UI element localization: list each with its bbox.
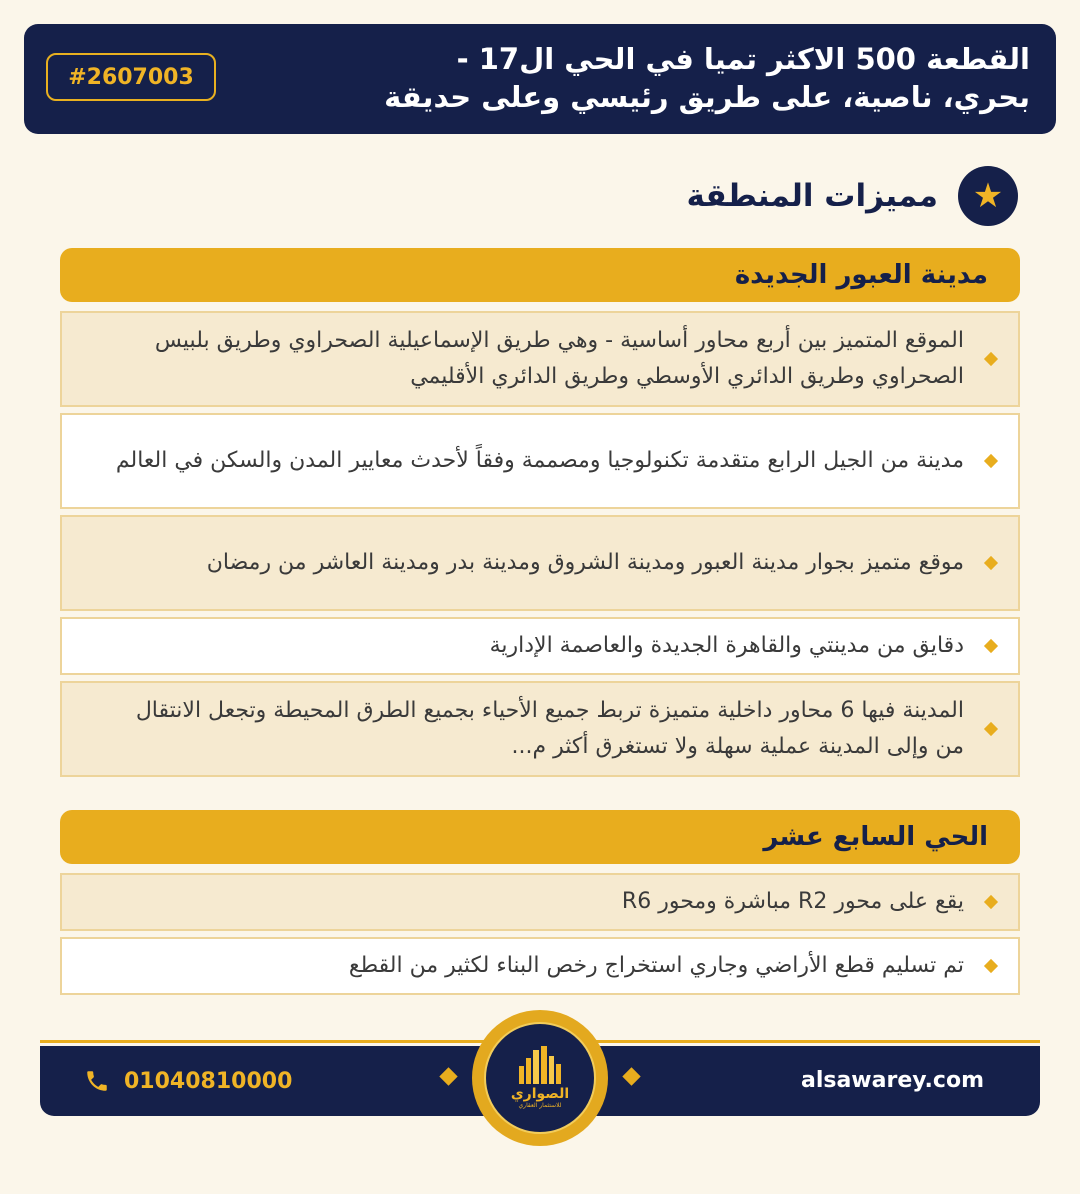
buildings-icon	[517, 1046, 563, 1084]
listing-header	[24, 24, 1056, 134]
list-item-text: المدينة فيها 6 محاور داخلية متميزة تربط جميع الأحياء بجميع الطرق المحيطة وتجعل الانتقال من وإلى المدينة عملية سهلة ولا تستغرق أكثر م...	[135, 698, 964, 759]
list-item-text: موقع متميز بجوار مدينة العبور ومدينة الشروق ومدينة بدر ومدينة العاشر من رمضان	[206, 550, 964, 575]
logo-name: الصواري	[510, 1086, 570, 1102]
listing-title	[250, 40, 1030, 116]
diamond-bullet-icon	[984, 639, 998, 653]
logo-tagline: للاستثمار العقاري	[518, 1102, 562, 1109]
list-item	[60, 311, 1020, 407]
title-line-1: القطعة 500 الاكثر تميا في الحي ال17 -	[456, 42, 1030, 76]
list-item	[60, 413, 1020, 509]
list-item-text: تم تسليم قطع الأراضي وجاري استخراج رخص البناء لكثير من القطع	[348, 953, 964, 978]
phone-number: 01040810000	[124, 1068, 293, 1094]
diamond-ornament-icon	[439, 1067, 457, 1085]
section-title: مميزات المنطقة	[686, 178, 938, 214]
list-item	[60, 873, 1020, 931]
company-logo	[472, 1010, 608, 1146]
list-item-text: يقع على محور R2 مباشرة ومحور R6	[621, 889, 964, 914]
title-line-2: بحري، ناصية، على طريق رئيسي وعلى حديقة	[384, 80, 1030, 114]
list-item-text: مدينة من الجيل الرابع متقدمة تكنولوجيا ومصممة وفقاً لأحدث معايير المدن والسكن في العالم	[115, 448, 964, 473]
list-item	[60, 617, 1020, 675]
list-item	[60, 937, 1020, 995]
category-header-district-17: الحي السابع عشر	[60, 810, 1020, 864]
diamond-bullet-icon	[984, 352, 998, 366]
website-link[interactable]: alsawarey.com	[800, 1068, 984, 1093]
diamond-bullet-icon	[984, 556, 998, 570]
star-icon: ★	[958, 166, 1018, 226]
phone-icon	[84, 1068, 110, 1094]
section-heading	[687, 166, 1019, 226]
list-item	[60, 681, 1020, 777]
diamond-ornament-icon	[622, 1067, 640, 1085]
diamond-bullet-icon	[984, 895, 998, 909]
list-item-text: الموقع المتميز بين أربع محاور أساسية - وهي طريق الإسماعيلية الصحراوي وطريق بلبيس الصحراوي وطريق الدائري الأوسطي وطريق الدائري الأقليمي	[154, 328, 964, 389]
diamond-bullet-icon	[984, 722, 998, 736]
logo-emblem	[484, 1022, 596, 1134]
reference-badge: #2607003	[46, 53, 216, 101]
list-item-text: دقايق من مدينتي والقاهرة الجديدة والعاصمة الإدارية	[489, 633, 964, 658]
list-item	[60, 515, 1020, 611]
diamond-bullet-icon	[984, 454, 998, 468]
diamond-bullet-icon	[984, 959, 998, 973]
phone-contact[interactable]	[84, 1046, 292, 1116]
category-header-obour: مدينة العبور الجديدة	[60, 248, 1020, 302]
